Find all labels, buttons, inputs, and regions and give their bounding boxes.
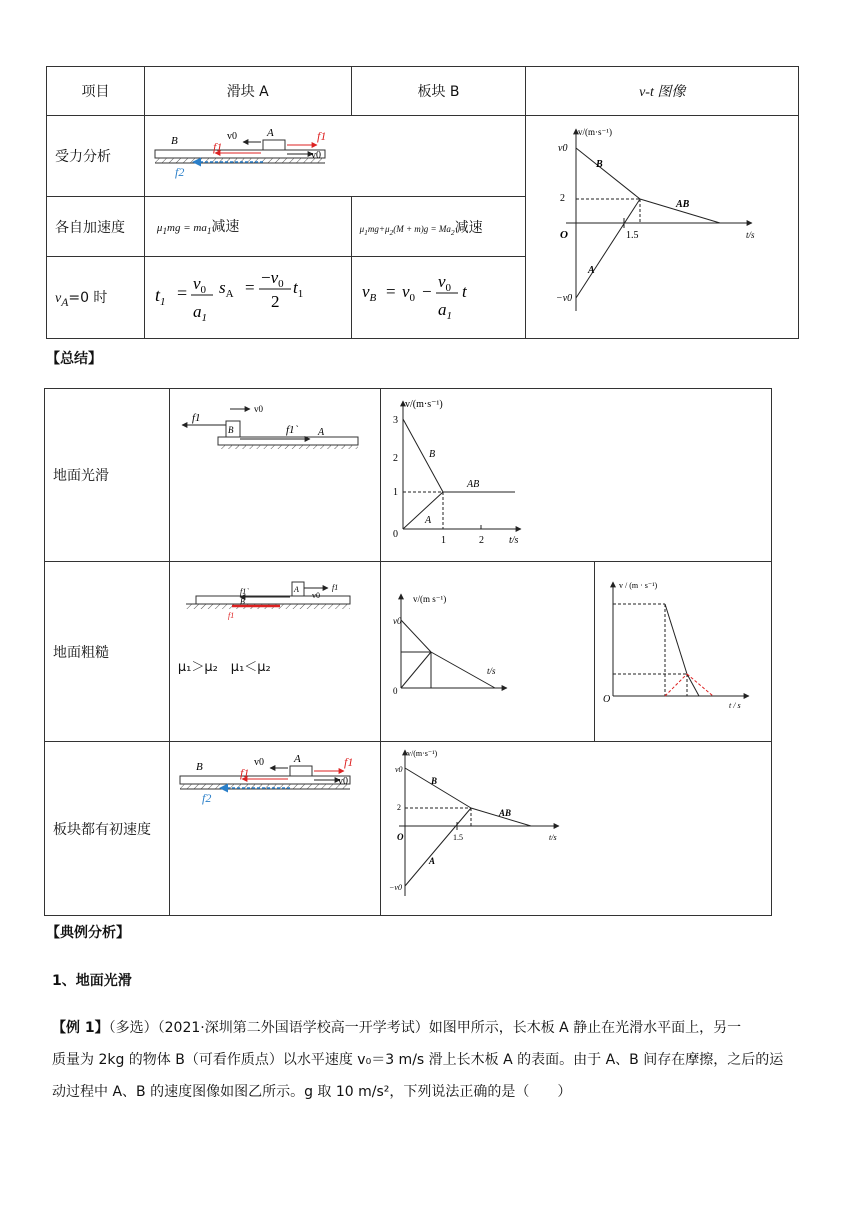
force-diagram-cell (144, 116, 526, 197)
header-vt-graph-text: v-t 图像 (639, 85, 686, 100)
rough-label-b: B (239, 597, 245, 606)
mu-comparison: μ₁＞μ₂ μ₁＜μ₂ (177, 660, 271, 675)
svg-text:=: = (244, 278, 255, 297)
label-f1-right: f1 (316, 129, 327, 143)
both-label-f1-right: f1 (343, 755, 354, 769)
row-rough-ground (45, 562, 170, 742)
rough1-origin: 0 (392, 686, 398, 696)
label-board-b: B (170, 135, 178, 147)
smooth-force-diagram (178, 393, 368, 463)
header-item (47, 67, 145, 116)
both-ylabel: v/(m·s⁻¹) (406, 749, 437, 758)
rough-vt-chart-1 (391, 590, 511, 700)
time-formula-cell (144, 257, 351, 339)
both-force-diagram (178, 748, 378, 818)
row-smooth-ground (45, 389, 170, 562)
example-line-1 (52, 1012, 812, 1044)
rough-label-f1p: f1` (239, 587, 249, 596)
label-v0-top: v0 (226, 131, 237, 142)
smooth-label-ab-curve: AB (466, 479, 479, 490)
rough-chart1-cell (380, 562, 595, 742)
rough-diagram-cell (169, 562, 380, 742)
rough-label-f1: f1 (331, 583, 339, 592)
va-zero-suffix: =0 时 (68, 289, 108, 306)
smooth-label-a-curve: A (424, 515, 431, 526)
smooth-ylabel: v/(m·s⁻¹) (404, 399, 443, 410)
svg-text:sA: $s_A$ (218, 278, 234, 300)
rough2-xlabel: t / s (729, 701, 741, 708)
row-acceleration (47, 197, 145, 257)
va-symbol: v (55, 290, 62, 306)
svg-text:−v0: $-v_0$ (260, 268, 284, 290)
svg-text:a1: $a_1$ (437, 300, 452, 322)
smooth-vt-chart (385, 395, 555, 555)
accel-a-suffix: 减速 (211, 219, 240, 236)
svg-text:a1: $a_1$ (192, 302, 207, 324)
smooth-label-v0: v0 (253, 404, 263, 414)
rough2-ylabel: v / (m · s⁻¹) (619, 581, 658, 590)
both-tick-2: 2 (396, 803, 401, 812)
both-label-f2: f2 (201, 791, 212, 805)
both-label-v0-top: v0 (253, 757, 264, 768)
accel-a-formula: $\mu_1mg = ma_1$ (156, 222, 212, 237)
label-v0-right: v0 (310, 150, 321, 161)
svg-text:2: 2 (270, 292, 280, 311)
row-rough-ground-text: 地面粗糙 (53, 644, 109, 661)
vt-label-ab: AB (676, 199, 690, 210)
smooth-chart-cell (380, 389, 771, 562)
label-slider-a: A (266, 127, 274, 139)
section-title: 1、地面光滑 (52, 973, 132, 989)
rough2-origin: O (603, 694, 611, 705)
svg-text:v0: $v_0$ (192, 274, 206, 296)
row-va-zero (47, 257, 145, 339)
label-f1-left: f1 (212, 140, 223, 154)
summary-heading: 【总结】 (46, 351, 102, 367)
smooth-label-b: B (227, 425, 234, 435)
smooth-xlabel: t/s (508, 535, 518, 546)
smooth-diagram-cell (169, 389, 380, 562)
both-chart-cell (380, 742, 771, 916)
vt-ylabel: v/(m·s⁻¹) (578, 127, 613, 137)
velocity-formula-cell (351, 257, 526, 339)
velocity-formula (360, 263, 520, 333)
example-tag: 【例 1】 (52, 1020, 109, 1036)
rough-label-a: A (293, 585, 299, 594)
row-both-initial-velocity-text: 板块都有初速度 (53, 821, 151, 838)
smooth-label-f1p: f1` (285, 424, 299, 436)
svg-text:t1: $t_1$ (292, 278, 304, 300)
rough1-v0: v0 (392, 616, 402, 626)
smooth-origin: 0 (392, 529, 398, 540)
accel-b-cell (351, 197, 526, 257)
example-line-2: 质量为 2kg 的物体 B（可看作质点）以水平速度 v₀＝3 m/s 滑上长木板 A 的表面。由于 A、B 间存在摩擦，之后的运 (52, 1052, 784, 1068)
header-item-text: 项目 (81, 84, 110, 100)
accel-b-suffix: 减速 (454, 219, 483, 236)
va-subscript: A (61, 295, 69, 309)
rough-chart2-cell (595, 562, 772, 742)
smooth-tick-2: 2 (392, 453, 398, 464)
smooth-tick-3: 3 (392, 415, 398, 426)
row-acceleration-text: 各自加速度 (55, 219, 125, 236)
both-label-ab-curve: AB (498, 808, 511, 818)
summary-table (44, 388, 772, 916)
both-label-b: B (195, 761, 203, 773)
vt-xlabel: t/s (746, 230, 755, 240)
smooth-tick-1: 1 (392, 487, 398, 498)
comparison-table (46, 66, 799, 339)
row-smooth-ground-text: 地面光滑 (53, 468, 109, 484)
smooth-label-a: A (317, 427, 324, 438)
both-label-b-curve: B (430, 776, 437, 786)
example-line-1-text: （多选）（2021·深圳第二外国语学校高一开学考试）如图甲所示，长木板 A 静止在光滑水平面上，另一 (108, 1020, 742, 1036)
header-board-b-text: 板块 B (417, 84, 460, 100)
header-slider-a (144, 67, 351, 116)
both-v0: v0 (394, 765, 403, 774)
svg-text:−: − (421, 282, 432, 301)
smooth-label-b-curve: B (428, 449, 435, 460)
example-line-3: 动过程中 A、B 的速度图像如图乙所示。g 取 10 m/s²，下列说法正确的是（ ） (52, 1084, 572, 1100)
vt-tick-1-5: 1.5 (626, 230, 639, 241)
header-slider-a-text: 滑块 A (226, 84, 269, 100)
vt-label-a: A (588, 265, 596, 276)
accel-b-formula: $\mu_1mg+\mu_2(M + m)g = Ma_2$ (359, 223, 455, 237)
svg-text:vB: $v_B$ (361, 282, 376, 304)
row-force-analysis (47, 116, 145, 197)
svg-text:t: t (461, 282, 467, 301)
rough-label-v0: v0 (311, 591, 320, 600)
row-both-initial-velocity (45, 742, 170, 916)
row-force-analysis-text: 受力分析 (55, 149, 111, 165)
both-label-f1-left: f1 (239, 766, 250, 780)
vt-graph-cell (526, 116, 799, 339)
smooth-tick-x1: 1 (440, 535, 446, 546)
header-board-b (351, 67, 526, 116)
force-diagram (153, 122, 383, 192)
vt-label-b: B (596, 159, 604, 170)
both-diagram-cell (169, 742, 380, 916)
svg-text:v0: $v_0$ (437, 272, 451, 294)
smooth-tick-x2: 2 (478, 535, 484, 546)
rough-label-f1-red: f1 (227, 611, 235, 620)
both-tick-1-5: 1.5 (452, 833, 463, 842)
smooth-label-f1: f1 (191, 412, 201, 424)
rough1-xlabel: t/s (486, 666, 496, 676)
vt-neg-v0-label: −v0 (556, 293, 573, 304)
vt-tick-2: 2 (560, 193, 566, 204)
vt-origin: O (560, 229, 569, 241)
rough-force-diagram (176, 570, 366, 630)
svg-text:=: = (385, 282, 396, 301)
svg-text:t1: $t_1$ (154, 285, 166, 308)
vt-chart (530, 121, 790, 331)
header-vt-graph (526, 67, 799, 116)
time-formula (153, 263, 353, 333)
both-label-a-curve: A (428, 856, 435, 866)
vt-v0-label: v0 (558, 143, 568, 154)
svg-text:=: = (176, 283, 188, 303)
accel-a-cell (144, 197, 351, 257)
rough-vt-chart-2 (603, 578, 753, 708)
both-xlabel: t/s (548, 833, 557, 842)
both-neg-v0: −v0 (388, 883, 402, 892)
svg-text:v0: $v_0$ (401, 282, 415, 304)
both-vt-chart (385, 746, 585, 906)
both-label-a: A (293, 753, 301, 765)
label-f2: f2 (174, 165, 185, 179)
rough1-ylabel: v/(m s⁻¹) (412, 594, 446, 604)
both-origin: O (396, 832, 404, 842)
example-heading: 【典例分析】 (46, 925, 130, 941)
example-paragraph (52, 1012, 812, 1108)
both-label-v0-right: v0 (337, 776, 348, 787)
